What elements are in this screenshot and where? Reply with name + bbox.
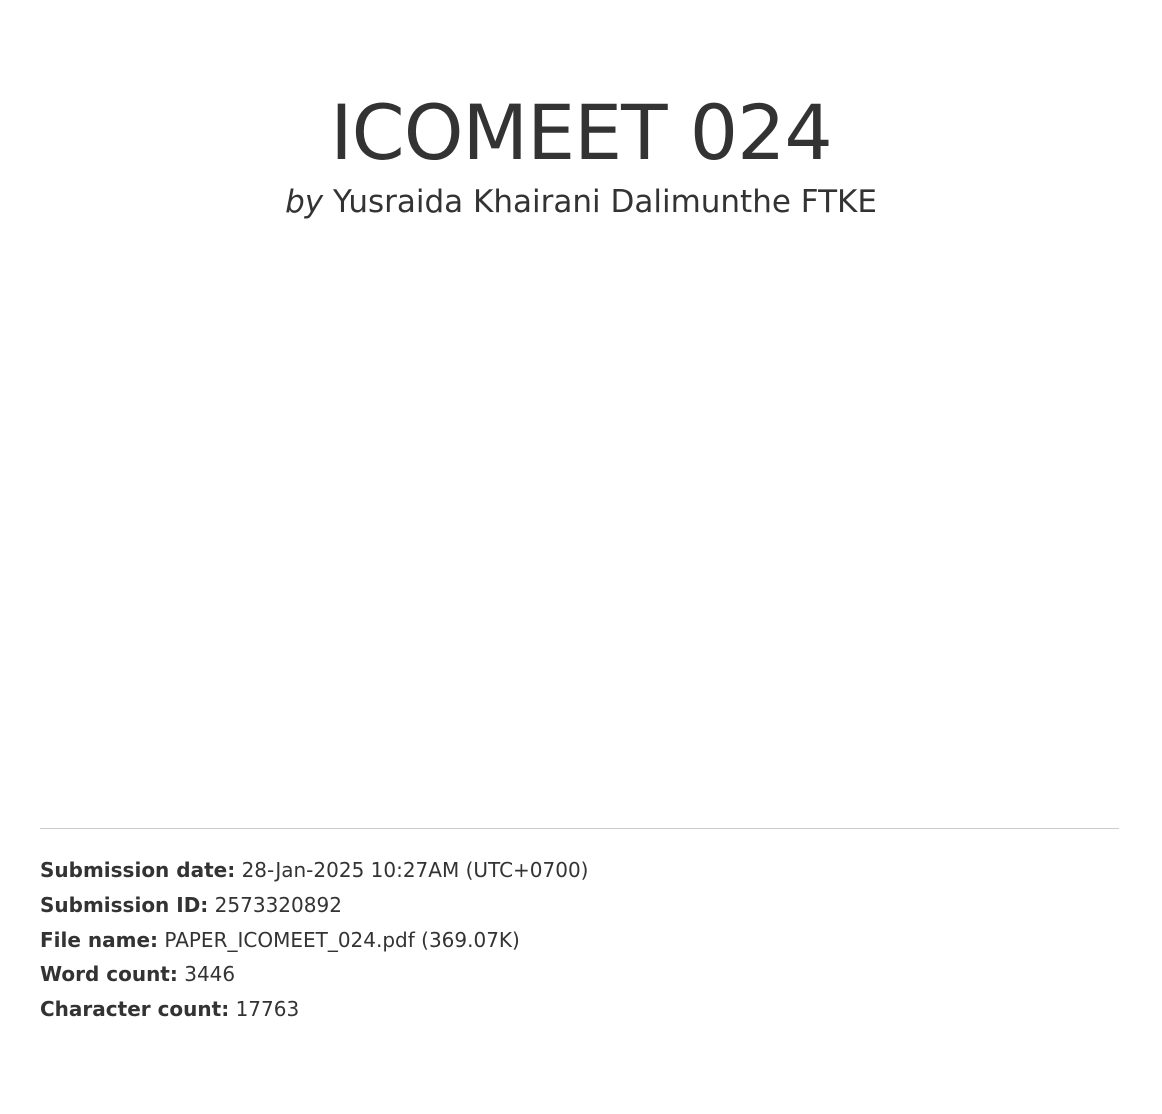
- author-name: Yusraida Khairani Dalimunthe FTKE: [332, 184, 877, 220]
- by-word: by: [285, 184, 324, 220]
- submission-date-value: 28-Jan-2025 10:27AM (UTC+0700): [241, 858, 589, 882]
- submission-id-row: [40, 888, 1119, 923]
- divider: [40, 828, 1119, 829]
- submission-id-label: Submission ID:: [40, 892, 209, 917]
- character-count-label: Character count:: [40, 997, 230, 1022]
- word-count-row: [40, 957, 1119, 992]
- word-count-value: 3446: [184, 962, 236, 987]
- word-count-label: Word count:: [40, 962, 178, 987]
- file-name-label: File name:: [40, 927, 159, 952]
- submission-date-label: Submission date:: [40, 858, 236, 882]
- file-name-value: PAPER_ICOMEET_024.pdf (369.07K): [164, 927, 520, 952]
- submission-id-value: 2573320892: [214, 892, 342, 917]
- submission-date-row: [40, 853, 1119, 888]
- byline: [0, 182, 1162, 222]
- file-name-row: [40, 923, 1119, 958]
- character-count-row: [40, 992, 1119, 1027]
- document-title: ICOMEET 024: [330, 88, 832, 177]
- submission-metadata: [40, 853, 1119, 1027]
- character-count-value: 17763: [235, 997, 300, 1022]
